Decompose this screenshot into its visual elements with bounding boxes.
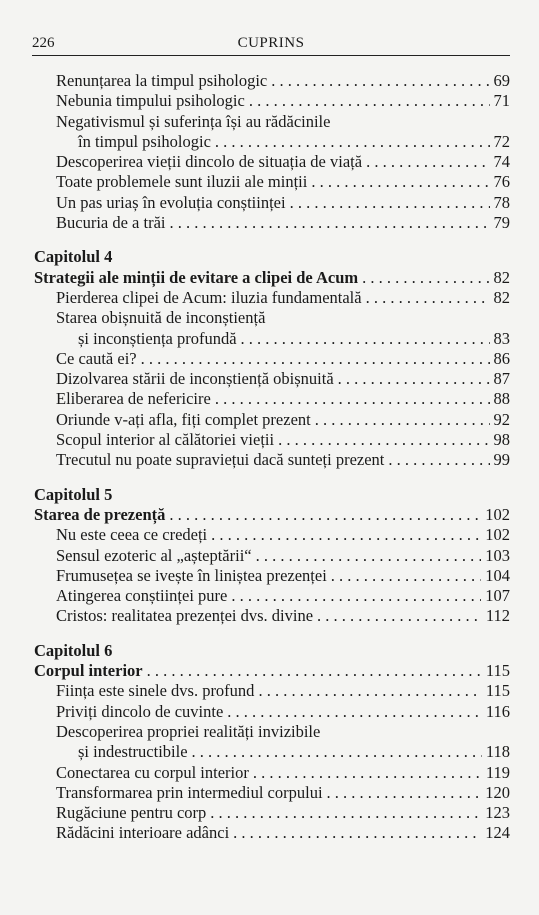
toc-entry: [34, 742, 510, 762]
toc-entry-page: 116: [485, 701, 510, 721]
leader-dots: [366, 288, 490, 308]
leader-dots: [278, 430, 489, 450]
chapter-title-entry: [34, 505, 510, 525]
toc-entry-title: Nu este ceea ce credeți: [56, 525, 208, 545]
toc-entry: [34, 823, 510, 843]
toc-entry-page: 104: [485, 565, 510, 585]
toc-entry-title: în timpul psihologic: [78, 131, 211, 151]
toc-entry: [34, 71, 510, 91]
leader-dots: [233, 823, 481, 843]
leader-dots: [227, 702, 482, 722]
toc-entry-title-line1: Negativismul și suferința își au rădăcinile: [56, 111, 331, 131]
leader-dots: [362, 268, 489, 288]
leader-dots: [366, 152, 489, 172]
toc-entry: [34, 566, 510, 586]
leader-dots: [192, 742, 482, 762]
page-number: 226: [32, 35, 55, 51]
leader-dots: [315, 410, 490, 430]
toc-entry-title: și indestructibile: [78, 742, 188, 762]
toc-entry-page: 112: [485, 606, 510, 626]
toc-entry-page: 82: [493, 287, 510, 307]
chapter-label: Capitolul 6: [34, 640, 113, 660]
page-header: [32, 33, 510, 53]
toc-entry-title-line1: Descoperirea propriei realități invizibile: [56, 721, 321, 741]
toc-entry-title: Atingerea conștiinței pure: [56, 586, 228, 606]
toc-entry: [34, 410, 510, 430]
toc-entry: [34, 91, 510, 111]
leader-dots: [215, 132, 490, 152]
toc-entry: [34, 369, 510, 389]
chapter-label: Capitolul 5: [34, 484, 113, 504]
chapter-page: 102: [485, 504, 510, 524]
table-of-contents: [34, 71, 510, 844]
leader-dots: [290, 193, 490, 213]
toc-entry-page: 118: [485, 742, 510, 762]
leader-dots: [327, 783, 482, 803]
chapter-title-entry: [34, 268, 510, 288]
toc-entry-title: Nebunia timpului psihologic: [56, 91, 245, 111]
toc-entry-page: 120: [485, 782, 510, 802]
leader-dots: [256, 546, 482, 566]
toc-entry-page: 78: [493, 192, 510, 212]
leader-dots: [147, 661, 482, 681]
leader-dots: [169, 505, 481, 525]
leader-dots: [170, 213, 490, 233]
toc-entry-title: Ființa este sinele dvs. profund: [56, 681, 255, 701]
toc-entry-page: 99: [493, 450, 510, 470]
toc-entry-title: Eliberarea de nefericire: [56, 389, 211, 409]
leader-dots: [215, 389, 490, 409]
toc-entry: [34, 586, 510, 606]
leader-dots: [253, 763, 482, 783]
toc-entry: [34, 525, 510, 545]
toc-entry-title: Priviți dincolo de cuvinte: [56, 701, 224, 721]
toc-entry-title: Toate problemele sunt iluzii ale minții: [56, 172, 308, 192]
leader-dots: [211, 525, 481, 545]
leader-dots: [311, 172, 489, 192]
toc-entry: [34, 172, 510, 192]
running-title: CUPRINS: [237, 35, 305, 51]
toc-entry: [34, 132, 510, 152]
toc-entry-page: 107: [485, 586, 510, 606]
toc-entry-title: Renunțarea la timpul psihologic: [56, 71, 268, 90]
toc-entry-page: 92: [493, 409, 510, 429]
toc-entry: [34, 329, 510, 349]
toc-entry-title: Dizolvarea stării de inconștiență obișnuită: [56, 369, 334, 389]
toc-entry-title: și inconștiența profundă: [78, 328, 237, 348]
toc-entry-page: 83: [493, 328, 510, 348]
toc-entry: [34, 349, 510, 369]
toc-entry: [34, 546, 510, 566]
toc-entry-title: Transformarea prin intermediul corpului: [56, 782, 323, 802]
toc-entry-title: Ce caută ei?: [56, 348, 137, 368]
toc-entry: [34, 213, 510, 233]
chapter-title-entry: [34, 661, 510, 681]
toc-entry-title: Trecutul nu poate supraviețui dacă sunteți prezent: [56, 450, 385, 470]
toc-entry-page: 71: [493, 91, 510, 111]
chapter-label: Capitolul 4: [34, 247, 113, 267]
toc-entry: [34, 606, 510, 626]
chapter-title: Starea de prezență: [34, 504, 166, 524]
leader-dots: [249, 91, 490, 111]
toc-entry-title: Cristos: realitatea prezenței dvs. divine: [56, 606, 314, 626]
header-rule: [32, 55, 510, 56]
toc-entry: [34, 783, 510, 803]
toc-entry-page: 102: [485, 525, 510, 545]
toc-entry: [34, 389, 510, 409]
toc-entry-page: 69: [493, 71, 510, 90]
toc-entry: [34, 803, 510, 823]
toc-entry-title: Conectarea cu corpul interior: [56, 762, 249, 782]
toc-entry-title: Sensul ezoteric al „așteptării“: [56, 545, 252, 565]
toc-entry-page: 76: [493, 172, 510, 192]
toc-entry-title: Un pas uriaș în evoluția conștiinței: [56, 192, 286, 212]
leader-dots: [271, 71, 489, 91]
toc-entry-page: 123: [485, 803, 510, 823]
toc-entry: [34, 430, 510, 450]
toc-entry-title: Frumusețea se ivește în liniștea prezenței: [56, 565, 327, 585]
toc-entry-page: 86: [493, 348, 510, 368]
leader-dots: [317, 606, 482, 626]
toc-entry-title: Bucuria de a trăi: [56, 213, 166, 233]
chapter-title: Corpul interior: [34, 661, 143, 681]
leader-dots: [338, 369, 490, 389]
toc-entry-page: 115: [485, 681, 510, 701]
toc-entry-title: Pierderea clipei de Acum: iluzia fundamentală: [56, 287, 362, 307]
toc-entry-title-line1: Starea obișnuită de inconștiență: [56, 308, 266, 328]
toc-entry-page: 103: [485, 545, 510, 565]
chapter-page: 115: [485, 661, 510, 681]
toc-entry-title: Oriunde v-ați afla, fiți complet prezent: [56, 409, 311, 429]
toc-entry-page: 87: [493, 369, 510, 389]
chapter-title: Strategii ale minții de evitare a clipei de Acum: [34, 267, 359, 287]
toc-entry-page: 88: [493, 389, 510, 409]
toc-entry: [34, 152, 510, 172]
toc-entry-title: Descoperirea vieții dincolo de situația de viață: [56, 152, 363, 172]
toc-entry-page: 119: [485, 762, 510, 782]
leader-dots: [388, 450, 489, 470]
toc-entry-page: 124: [485, 823, 510, 843]
toc-entry-title: Rugăciune pentru corp: [56, 803, 207, 823]
toc-entry: [34, 702, 510, 722]
toc-entry-title: Rădăcini interioare adânci: [56, 823, 230, 843]
toc-entry-page: 79: [493, 213, 510, 233]
toc-entry: [34, 681, 510, 701]
leader-dots: [331, 566, 481, 586]
leader-dots: [210, 803, 481, 823]
leader-dots: [231, 586, 481, 606]
toc-entry: [34, 193, 510, 213]
chapter-page: 82: [493, 267, 510, 287]
toc-entry-page: 98: [493, 430, 510, 450]
toc-entry: [34, 450, 510, 470]
leader-dots: [141, 349, 490, 369]
toc-entry-page: 72: [493, 131, 510, 151]
toc-entry-page: 74: [493, 152, 510, 172]
toc-entry: [34, 288, 510, 308]
leader-dots: [241, 329, 490, 349]
toc-entry: [34, 763, 510, 783]
toc-entry-title: Scopul interior al călătoriei vieții: [56, 430, 275, 450]
leader-dots: [258, 681, 481, 701]
